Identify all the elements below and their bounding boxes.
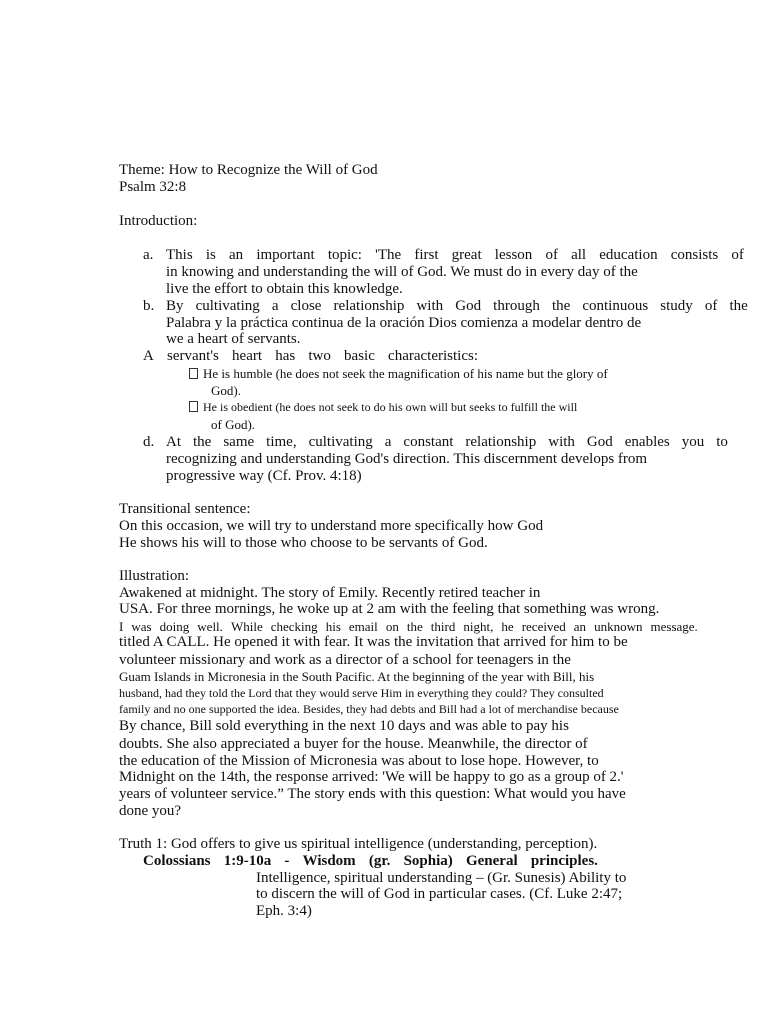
word: same [223, 434, 255, 450]
word: Sophia) [403, 853, 453, 869]
item-a-line-1 [166, 247, 744, 264]
word: an [573, 619, 587, 634]
transition-heading: Transitional sentence: [119, 501, 251, 517]
word: God [455, 298, 482, 314]
word: - [284, 853, 290, 869]
word: message. [650, 619, 698, 634]
word: time, [266, 434, 297, 450]
item-d-line-2: recognizing and understanding God's direction. This discernment develops from [166, 451, 648, 467]
psalm-reference: Psalm 32:8 [119, 179, 187, 195]
word: the [406, 619, 423, 634]
illustration-heading: Illustration: [119, 568, 189, 584]
word: with [416, 298, 444, 314]
item-d-line-3: progressive way (Cf. Prov. 4:18) [166, 468, 362, 484]
item-b-line-3: we a heart of servants. [166, 331, 301, 347]
word: an [229, 247, 244, 263]
illustration-line: doubts. She also appreciated a buyer for the house. Meanwhile, the director of [119, 736, 588, 752]
item-a-line-3: live the effort to obtain this knowledge. [166, 281, 403, 297]
item-b-marker: b. [143, 298, 155, 314]
word: principles. [530, 853, 598, 869]
word: 'The [375, 247, 402, 263]
illustration-line: Midnight on the 14th, the response arrived: 'We will be happy to go as a group of 2.' [119, 769, 624, 785]
word: relationship [465, 434, 537, 450]
word: great [451, 247, 482, 263]
word: lesson [494, 247, 533, 263]
item-d-line-1 [166, 434, 728, 451]
word: unknown [594, 619, 643, 634]
illustration-line: done you? [119, 803, 182, 819]
word: a [271, 298, 279, 314]
illustration-line: By chance, Bill sold everything in the next 10 days and was able to pay his [119, 718, 569, 734]
illustration-line: volunteer missionary and work as a director of a school for teenagers in the [119, 652, 571, 668]
illustration-line-small: Guam Islands in Micronesia in the South Pacific. At the beginning of the year with Bill, his [119, 669, 595, 684]
word: doing [159, 619, 190, 634]
word: with [548, 434, 575, 450]
illustration-line-small: husband, had they told the Lord that they would serve Him in everything they could? They consulted [119, 686, 604, 700]
word: you [681, 434, 705, 450]
transition-line-2: He shows his will to those who choose to be servants of God. [119, 535, 488, 551]
item-d-marker: d. [143, 434, 155, 450]
word: third [430, 619, 456, 634]
word: characteristics: [388, 348, 478, 364]
word: of [704, 298, 718, 314]
illustration-line-justified [119, 618, 698, 635]
word: Wisdom [302, 853, 356, 869]
word: was [131, 619, 152, 634]
bullet-humble-line-1 [189, 365, 608, 382]
transition-line-1: On this occasion, we will try to understand more specifically how God [119, 518, 544, 534]
word: through [493, 298, 540, 314]
illustration-line: titled A CALL. He opened it with fear. It was the invitation that arrived for him to be [119, 634, 628, 650]
word: a [384, 434, 392, 450]
word: heart [232, 348, 263, 364]
word: checking [270, 619, 318, 634]
item-a-line-2: in knowing and understanding the will of God. We must do in every day of the [166, 264, 638, 280]
item-b-line-2: Palabra y la práctica continua de la oración Dios comienza a modelar dentro de [166, 315, 642, 331]
word: important [256, 247, 315, 263]
word: close [290, 298, 322, 314]
word: relationship [333, 298, 405, 314]
word: basic [344, 348, 375, 364]
word: of [545, 247, 558, 263]
word: received [521, 619, 566, 634]
word: well. [197, 619, 223, 634]
word: study [660, 298, 693, 314]
word: God [586, 434, 613, 450]
word: constant [403, 434, 454, 450]
truth-1-line: Intelligence, spiritual understanding – (Gr. Sunesis) Ability to [256, 870, 627, 886]
bullet-box-icon [189, 368, 198, 379]
word: enables [624, 434, 670, 450]
word: By [166, 298, 184, 314]
item-b-line-1 [166, 298, 748, 315]
word: of [731, 247, 744, 263]
word: night, [463, 619, 494, 634]
truth-1-line: Eph. 3:4) [256, 903, 312, 919]
item-a-marker: a. [143, 247, 154, 263]
word: cultivating [308, 434, 373, 450]
word: has [275, 348, 296, 364]
word: While [230, 619, 263, 634]
word: consists [670, 247, 719, 263]
bullet-box-icon [189, 401, 198, 412]
word: continuous [582, 298, 649, 314]
word: the [729, 298, 748, 314]
word: 1:9-10a [223, 853, 272, 869]
word: Colossians [143, 853, 211, 869]
word: (gr. [368, 853, 391, 869]
illustration-line: USA. For three mornings, he woke up at 2 am with the feeling that something was wrong. [119, 601, 660, 617]
word: email [348, 619, 378, 634]
truth-1-reference [143, 853, 598, 870]
theme-line: Theme: How to Recognize the Will of God [119, 162, 378, 178]
introduction-heading: Introduction: [119, 213, 198, 229]
word: he [501, 619, 514, 634]
word: A [143, 348, 154, 364]
word: topic: [327, 247, 362, 263]
word: At [166, 434, 181, 450]
bullet-humble-text: He is humble (he does not seek the magnification of his name but the glory of [203, 366, 608, 381]
bullet-obedient-line-2: of God). [211, 417, 256, 432]
servant-heart-line [143, 348, 478, 365]
word: two [308, 348, 331, 364]
truth-1-line: to discern the will of God in particular cases. (Cf. Luke 2:47; [256, 886, 623, 902]
illustration-line: Awakened at midnight. The story of Emily. Recently retired teacher in [119, 585, 541, 601]
word: This [166, 247, 193, 263]
word: to [716, 434, 728, 450]
word: General [465, 853, 518, 869]
word: his [325, 619, 341, 634]
word: education [599, 247, 658, 263]
word: servant's [167, 348, 219, 364]
bullet-obedient-text: He is obedient (he does not seek to do his own will but seeks to fulfill the will [203, 400, 578, 414]
word: is [205, 247, 216, 263]
word: cultivating [195, 298, 260, 314]
bullet-humble-line-2: God). [211, 383, 241, 398]
word: the [551, 298, 571, 314]
word: the [193, 434, 212, 450]
illustration-line-small: family and no one supported the idea. Besides, they had debts and Bill had a lot of merchandise because [119, 702, 619, 716]
word: all [571, 247, 587, 263]
word: on [385, 619, 399, 634]
word: I [119, 619, 124, 634]
bullet-obedient-line-1 [189, 399, 577, 416]
illustration-line: years of volunteer service.” The story ends with this question: What would you have [119, 786, 626, 802]
truth-1-heading: Truth 1: God offers to give us spiritual intelligence (understanding, perception). [119, 836, 598, 852]
word: first [414, 247, 439, 263]
illustration-line: the education of the Mission of Micronesia was about to lose hope. However, to [119, 753, 599, 769]
